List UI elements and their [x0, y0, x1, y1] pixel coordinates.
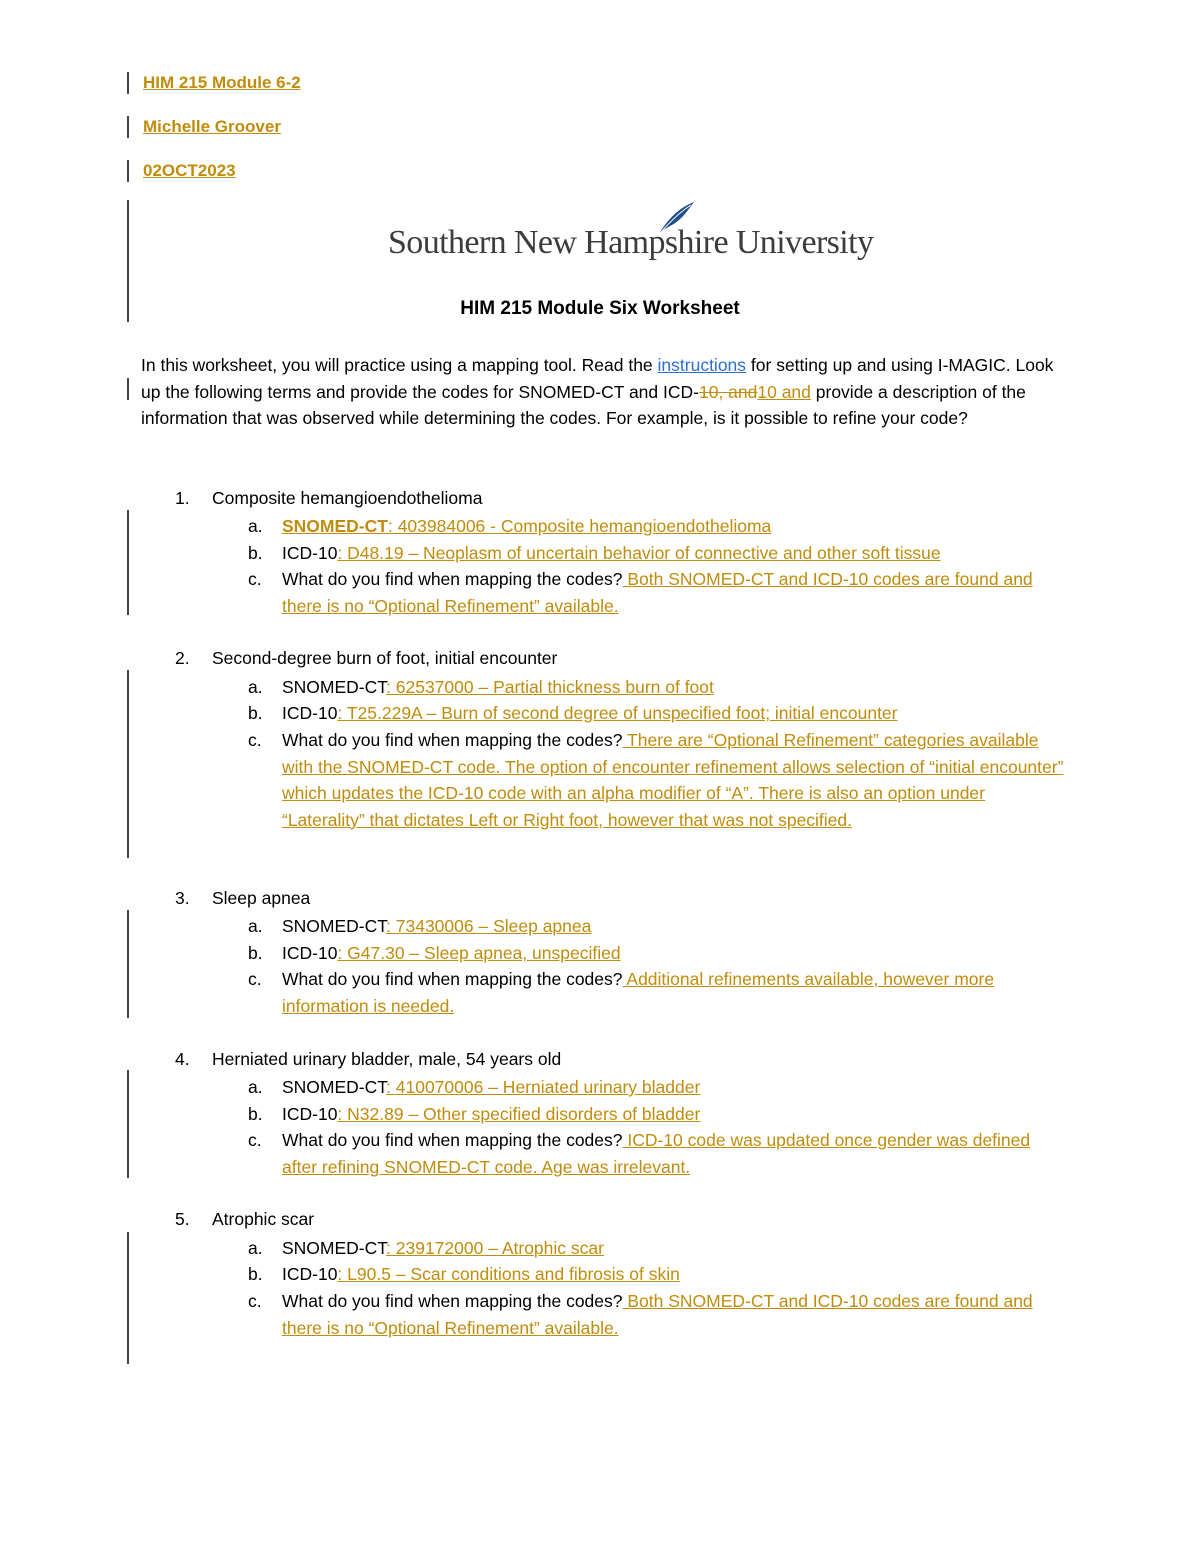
revision-bar — [127, 116, 129, 138]
header-name: Michelle Groover — [143, 117, 281, 136]
intro-text: provide a description of the information that was observed while determining the codes. For example, is it possible to refine your code? — [141, 381, 1026, 428]
icd-line: b. ICD-10: L90.5 – Scar conditions and fibrosis of skin — [248, 1264, 680, 1284]
snomed-line: a. SNOMED-CT: 73430006 – Sleep apnea — [248, 916, 592, 936]
snomed-line: a. SNOMED-CT: 62537000 – Partial thickness burn of foot — [248, 677, 714, 697]
header-course: HIM 215 Module 6-2 — [143, 73, 301, 92]
revision-bar — [127, 910, 129, 1018]
intro-text: for setting up and using I-MAGIC. Look up the following terms and provide the codes for SNOMED-CT and ICD- — [141, 355, 1054, 402]
question-term: 1. Composite hemangioendothelioma — [175, 488, 483, 508]
instructions-link[interactable]: instructions — [657, 355, 747, 375]
logo-text: Southern New Hampshire University — [388, 224, 874, 261]
revision-bar — [127, 1070, 129, 1178]
header-date: 02OCT2023 — [143, 161, 236, 180]
university-logo — [388, 200, 874, 270]
icd-line: b. ICD-10: G47.30 – Sleep apnea, unspecified — [248, 943, 621, 963]
snomed-line: a. SNOMED-CT: 403984006 - Composite hemangioendothelioma — [248, 516, 772, 536]
icd-line: b. ICD-10: D48.19 – Neoplasm of uncertain behavior of connective and other soft tissue — [248, 543, 941, 563]
revision-bar — [127, 72, 129, 94]
revision-bar — [127, 510, 129, 615]
deleted-text: 10, and — [698, 381, 758, 402]
finding-line: c. What do you find when mapping the codes? There are “Optional Refinement” categories available with the SNOMED-CT code. The option of encounter refinement allows selection of “initial encounter” which updates the ICD-10 code with an alpha modifier of “A”. There is also an option under “Laterality” that dictates Left or Right foot, however that was not specified. — [248, 730, 1064, 830]
finding-line: c. What do you find when mapping the codes? ICD-10 code was updated once gender was defined after refining SNOMED-CT code. Age was irrelevant. — [248, 1130, 1031, 1177]
question-term: 5. Atrophic scar — [175, 1209, 315, 1229]
icd-line: b. ICD-10: T25.229A – Burn of second degree of unspecified foot; initial encounter — [248, 703, 898, 723]
finding-line: c. What do you find when mapping the codes? Additional refinements available, however more information is needed. — [248, 969, 995, 1016]
document-title: HIM 215 Module Six Worksheet — [460, 298, 740, 319]
snomed-line: a. SNOMED-CT: 410070006 – Herniated urinary bladder — [248, 1077, 701, 1097]
revision-bar — [127, 670, 129, 858]
question-term: 2. Second-degree burn of foot, initial encounter — [175, 648, 558, 668]
finding-line: c. What do you find when mapping the codes? Both SNOMED-CT and ICD-10 codes are found and there is no “Optional Refinement” available. — [248, 569, 1033, 616]
finding-line: c. What do you find when mapping the codes? Both SNOMED-CT and ICD-10 codes are found and there is no “Optional Refinement” available. — [248, 1291, 1033, 1338]
snomed-line: a. SNOMED-CT: 239172000 – Atrophic scar — [248, 1238, 604, 1258]
inserted-text: 10 and — [757, 381, 811, 402]
revision-bar — [127, 1232, 129, 1364]
icd-line: b. ICD-10: N32.89 – Other specified disorders of bladder — [248, 1104, 701, 1124]
revision-bar — [127, 160, 129, 182]
intro-text: In this worksheet, you will practice using a mapping tool. Read the — [141, 355, 658, 375]
quill-feather-icon — [658, 200, 696, 234]
intro-paragraph — [141, 352, 1061, 432]
question-term: 3. Sleep apnea — [175, 888, 311, 908]
question-term: 4. Herniated urinary bladder, male, 54 years old — [175, 1049, 562, 1069]
revision-bar — [127, 378, 129, 400]
